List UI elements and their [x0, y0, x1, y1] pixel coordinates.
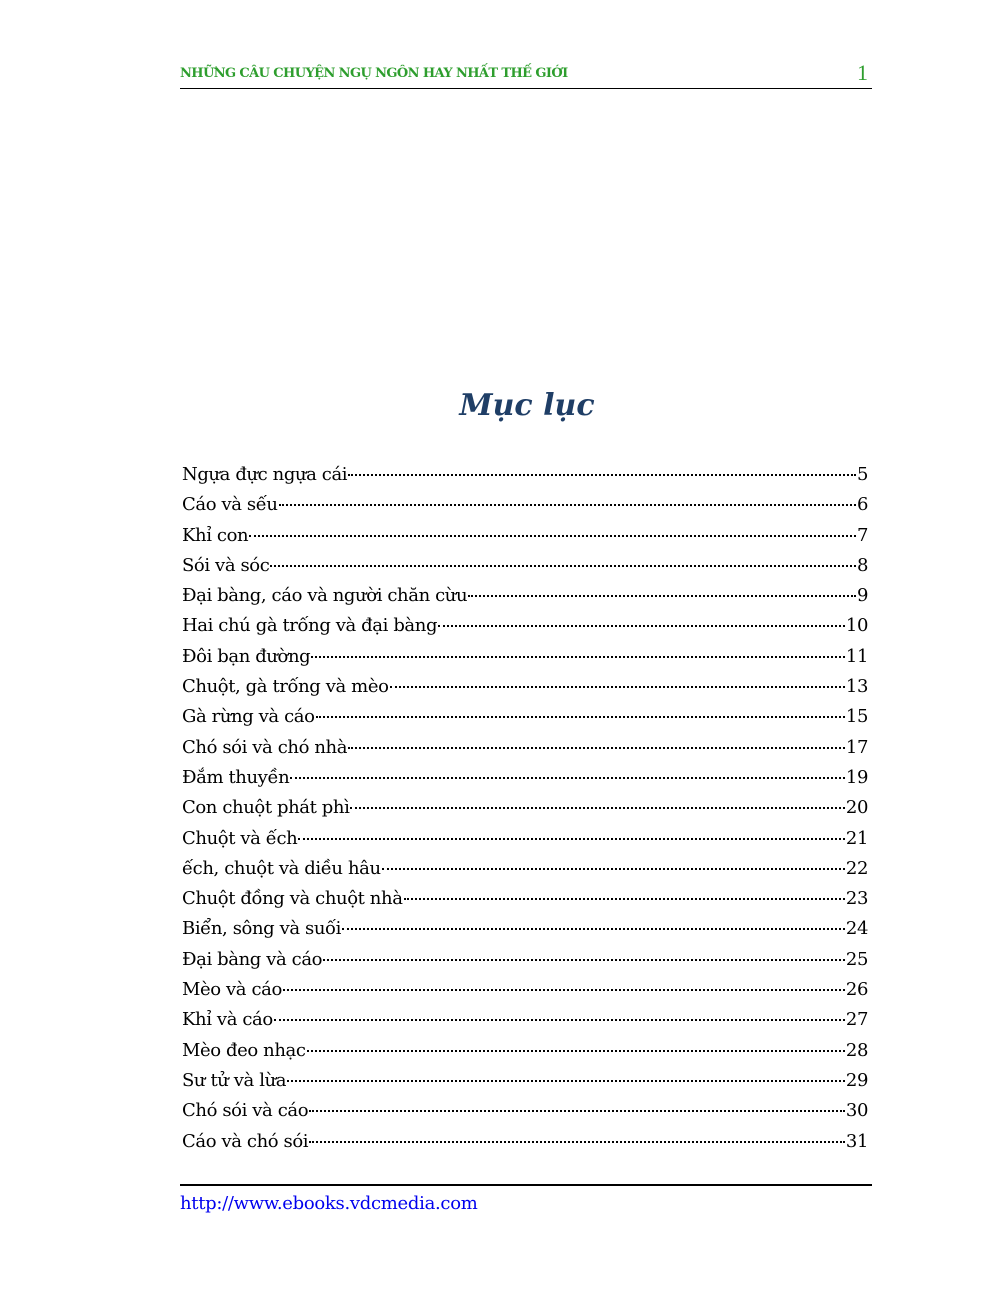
toc-entry[interactable] — [182, 494, 868, 524]
toc-entry-page-number: 30 — [845, 1100, 868, 1122]
toc-entry-page-number: 15 — [845, 706, 868, 728]
toc-entry-page-number: 24 — [845, 918, 868, 940]
dot-leader — [311, 656, 845, 658]
toc-entry-title: Ngựa đực ngựa cái — [182, 464, 348, 485]
toc-entry-page-number: 10 — [845, 615, 868, 637]
toc-entry[interactable] — [182, 797, 868, 827]
toc-entry-page-number: 23 — [845, 888, 868, 910]
page-footer — [180, 1184, 872, 1214]
table-of-contents — [182, 464, 868, 1161]
dot-leader — [382, 868, 845, 870]
toc-entry[interactable] — [182, 858, 868, 888]
toc-entry-page-number: 22 — [845, 857, 868, 879]
toc-entry[interactable] — [182, 1131, 868, 1161]
toc-entry-title: Đại bàng, cáo và người chăn cừu — [182, 585, 468, 607]
toc-entry-page-number: 28 — [845, 1039, 868, 1061]
toc-entry-title: Sư tử và lừa — [182, 1069, 287, 1091]
dot-leader — [404, 898, 845, 900]
toc-entry[interactable] — [182, 949, 868, 979]
toc-entry-title: Chuột đồng và chuột nhà — [182, 888, 403, 910]
toc-entry-page-number: 21 — [845, 827, 868, 849]
toc-entry-title: Đại bàng và cáo — [182, 948, 323, 970]
toc-entry-title: Gà rừng và cáo — [182, 706, 315, 728]
toc-entry-title: Mèo đeo nhạc — [182, 1039, 306, 1061]
toc-entry[interactable] — [182, 888, 868, 918]
toc-entry[interactable] — [182, 979, 868, 1009]
toc-entry[interactable] — [182, 1070, 868, 1100]
toc-entry-page-number: 31 — [845, 1130, 868, 1152]
toc-entry-title: Chuột, gà trống và mèo — [182, 676, 389, 698]
toc-entry[interactable] — [182, 676, 868, 706]
toc-entry-title: Cáo và chó sói — [182, 1130, 309, 1152]
book-title: NHỮNG CÂU CHUYỆN NGỤ NGÔN HAY NHẤT THẾ GIỚI — [180, 66, 568, 81]
toc-entry[interactable] — [182, 737, 868, 767]
toc-entry-page-number: 17 — [845, 736, 868, 758]
toc-entry-page-number: 13 — [845, 676, 868, 698]
toc-entry-page-number: 29 — [845, 1069, 868, 1091]
toc-entry-page-number: 19 — [845, 766, 868, 788]
dot-leader — [249, 535, 856, 537]
page-number: 1 — [857, 60, 868, 85]
dot-leader — [309, 1141, 845, 1143]
toc-entry[interactable] — [182, 615, 868, 645]
toc-entry-page-number: 25 — [845, 948, 868, 970]
toc-entry[interactable] — [182, 1009, 868, 1039]
toc-entry-title: Khỉ và cáo — [182, 1009, 273, 1031]
toc-entry-title: Chó sói và chó nhà — [182, 736, 348, 758]
dot-leader — [279, 504, 856, 506]
dot-leader — [270, 565, 856, 567]
dot-leader — [274, 1019, 845, 1021]
dot-leader — [307, 1050, 845, 1052]
dot-leader — [316, 716, 845, 718]
toc-entry-title: Khỉ con — [182, 524, 249, 546]
dot-leader — [298, 838, 845, 840]
dot-leader — [290, 777, 845, 779]
toc-entry-title: Sói và sóc — [182, 554, 270, 576]
toc-entry-page-number: 26 — [845, 979, 868, 1001]
toc-entry[interactable] — [182, 525, 868, 555]
toc-entry-title: Cáo và sếu — [182, 494, 278, 516]
website-link[interactable]: http://www.ebooks.vdcmedia.com — [180, 1193, 478, 1214]
toc-entry-title: Đắm thuyền — [182, 766, 290, 788]
dot-leader — [323, 959, 845, 961]
toc-entry[interactable] — [182, 585, 868, 615]
toc-entry-title: Biển, sông và suối — [182, 918, 342, 940]
page-header — [180, 58, 872, 89]
toc-entry[interactable] — [182, 555, 868, 585]
dot-leader — [348, 747, 845, 749]
toc-entry-title: Đôi bạn đường — [182, 645, 311, 667]
toc-entry[interactable] — [182, 464, 868, 494]
toc-entry-page-number: 8 — [856, 554, 868, 576]
toc-entry-page-number: 5 — [856, 464, 868, 485]
dot-leader — [287, 1080, 845, 1082]
toc-entry-page-number: 27 — [845, 1009, 868, 1031]
toc-entry-page-number: 7 — [856, 524, 868, 546]
toc-entry-page-number: 20 — [845, 797, 868, 819]
dot-leader — [283, 989, 845, 991]
toc-entry[interactable] — [182, 646, 868, 676]
toc-heading: Mục lục — [459, 388, 595, 423]
toc-entry[interactable] — [182, 767, 868, 797]
dot-leader — [390, 686, 845, 688]
dot-leader — [468, 595, 856, 597]
toc-entry-page-number: 6 — [856, 494, 868, 516]
toc-entry-page-number: 11 — [845, 645, 868, 667]
toc-entry[interactable] — [182, 1100, 868, 1130]
dot-leader — [348, 474, 856, 476]
dot-leader — [438, 625, 845, 627]
toc-entry[interactable] — [182, 828, 868, 858]
toc-entry-title: Hai chú gà trống và đại bàng — [182, 615, 438, 637]
dot-leader — [309, 1110, 845, 1112]
toc-entry-title: Con chuột phát phì — [182, 797, 350, 819]
toc-entry-page-number: 9 — [856, 585, 868, 607]
toc-entry-title: Chuột và ếch — [182, 827, 298, 849]
toc-entry-title: Chó sói và cáo — [182, 1100, 309, 1122]
toc-entry[interactable] — [182, 918, 868, 948]
toc-entry[interactable] — [182, 1040, 868, 1070]
toc-entry-title: Mèo và cáo — [182, 979, 282, 1001]
toc-entry[interactable] — [182, 706, 868, 736]
dot-leader — [350, 807, 844, 809]
toc-entry-title: ếch, chuột và diều hâu — [182, 857, 381, 879]
dot-leader — [342, 928, 845, 930]
